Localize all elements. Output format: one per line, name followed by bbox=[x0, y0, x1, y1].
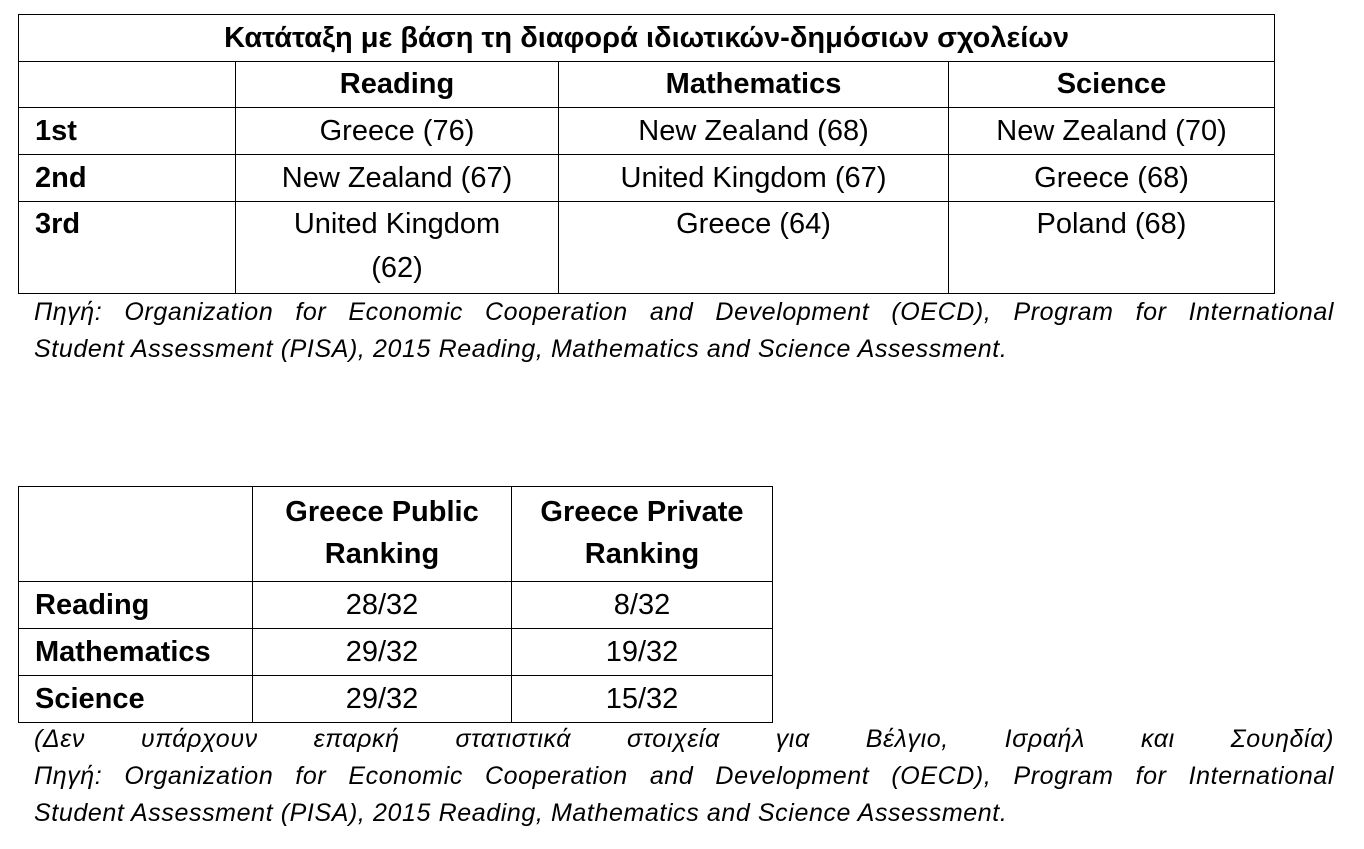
science-cell: New Zealand (70) bbox=[949, 108, 1275, 155]
header-private-line2: Ranking bbox=[584, 538, 700, 570]
reading-cell: Greece (76) bbox=[236, 108, 559, 155]
science-cell: Greece (68) bbox=[949, 155, 1275, 202]
science-cell: Poland (68) bbox=[949, 202, 1275, 294]
table-row bbox=[19, 108, 1275, 155]
rank-label: 1st bbox=[19, 108, 236, 155]
public-rank-cell: 29/32 bbox=[253, 629, 512, 676]
ranking-header-reading: Reading bbox=[236, 62, 559, 108]
ranking-header-mathematics: Mathematics bbox=[559, 62, 949, 108]
ranking-table-source bbox=[34, 294, 1334, 368]
greece-header-row bbox=[19, 487, 773, 582]
greece-ranking-table bbox=[18, 486, 773, 723]
mathematics-cell: New Zealand (68) bbox=[559, 108, 949, 155]
private-rank-cell: 15/32 bbox=[512, 676, 773, 723]
source-line: Πηγή: Organization for Economic Cooperation and Development (OECD), Program for International bbox=[34, 762, 1334, 790]
private-rank-cell: 19/32 bbox=[512, 629, 773, 676]
private-rank-cell: 8/32 bbox=[512, 582, 773, 629]
ranking-table bbox=[18, 14, 1275, 294]
table-row bbox=[19, 629, 773, 676]
rank-label: 2nd bbox=[19, 155, 236, 202]
subject-label: Reading bbox=[19, 582, 253, 629]
table-row bbox=[19, 676, 773, 723]
header-private-line1: Greece Private bbox=[540, 496, 744, 528]
table-row bbox=[19, 155, 1275, 202]
source-line: Student Assessment (PISA), 2015 Reading, Mathematics and Science Assessment. bbox=[34, 799, 1008, 827]
source-line: Πηγή: Organization for Economic Cooperation and Development (OECD), Program for International bbox=[34, 298, 1334, 326]
mathematics-cell: United Kingdom (67) bbox=[559, 155, 949, 202]
subject-label: Mathematics bbox=[19, 629, 253, 676]
header-public-line2: Ranking bbox=[324, 538, 440, 570]
mathematics-cell: Greece (64) bbox=[559, 202, 949, 294]
public-rank-cell: 29/32 bbox=[253, 676, 512, 723]
reading-cell-line2: (62) bbox=[371, 252, 423, 284]
table-row bbox=[19, 582, 773, 629]
table-row bbox=[19, 202, 1275, 294]
reading-cell-line1: United Kingdom bbox=[293, 208, 501, 240]
data-note: (Δεν υπάρχουν επαρκή στατιστικά στοιχεία για Βέλγιο, Ισραήλ και Σουηδία) bbox=[34, 725, 1334, 753]
subject-label: Science bbox=[19, 676, 253, 723]
ranking-header-row bbox=[19, 62, 1275, 108]
greece-header-private bbox=[512, 487, 773, 582]
reading-cell bbox=[236, 202, 559, 294]
reading-cell: New Zealand (67) bbox=[236, 155, 559, 202]
greece-table-caption bbox=[34, 721, 1334, 832]
rank-label: 3rd bbox=[19, 202, 236, 294]
ranking-header-empty bbox=[19, 62, 236, 108]
source-line: Student Assessment (PISA), 2015 Reading, Mathematics and Science Assessment. bbox=[34, 335, 1008, 363]
header-public-line1: Greece Public bbox=[285, 496, 479, 528]
public-rank-cell: 28/32 bbox=[253, 582, 512, 629]
ranking-header-science: Science bbox=[949, 62, 1275, 108]
ranking-table-title: Κατάταξη με βάση τη διαφορά ιδιωτικών-δημόσιων σχολείων bbox=[19, 15, 1275, 62]
greece-header-empty bbox=[19, 487, 253, 582]
greece-header-public bbox=[253, 487, 512, 582]
ranking-title-row bbox=[19, 15, 1275, 62]
